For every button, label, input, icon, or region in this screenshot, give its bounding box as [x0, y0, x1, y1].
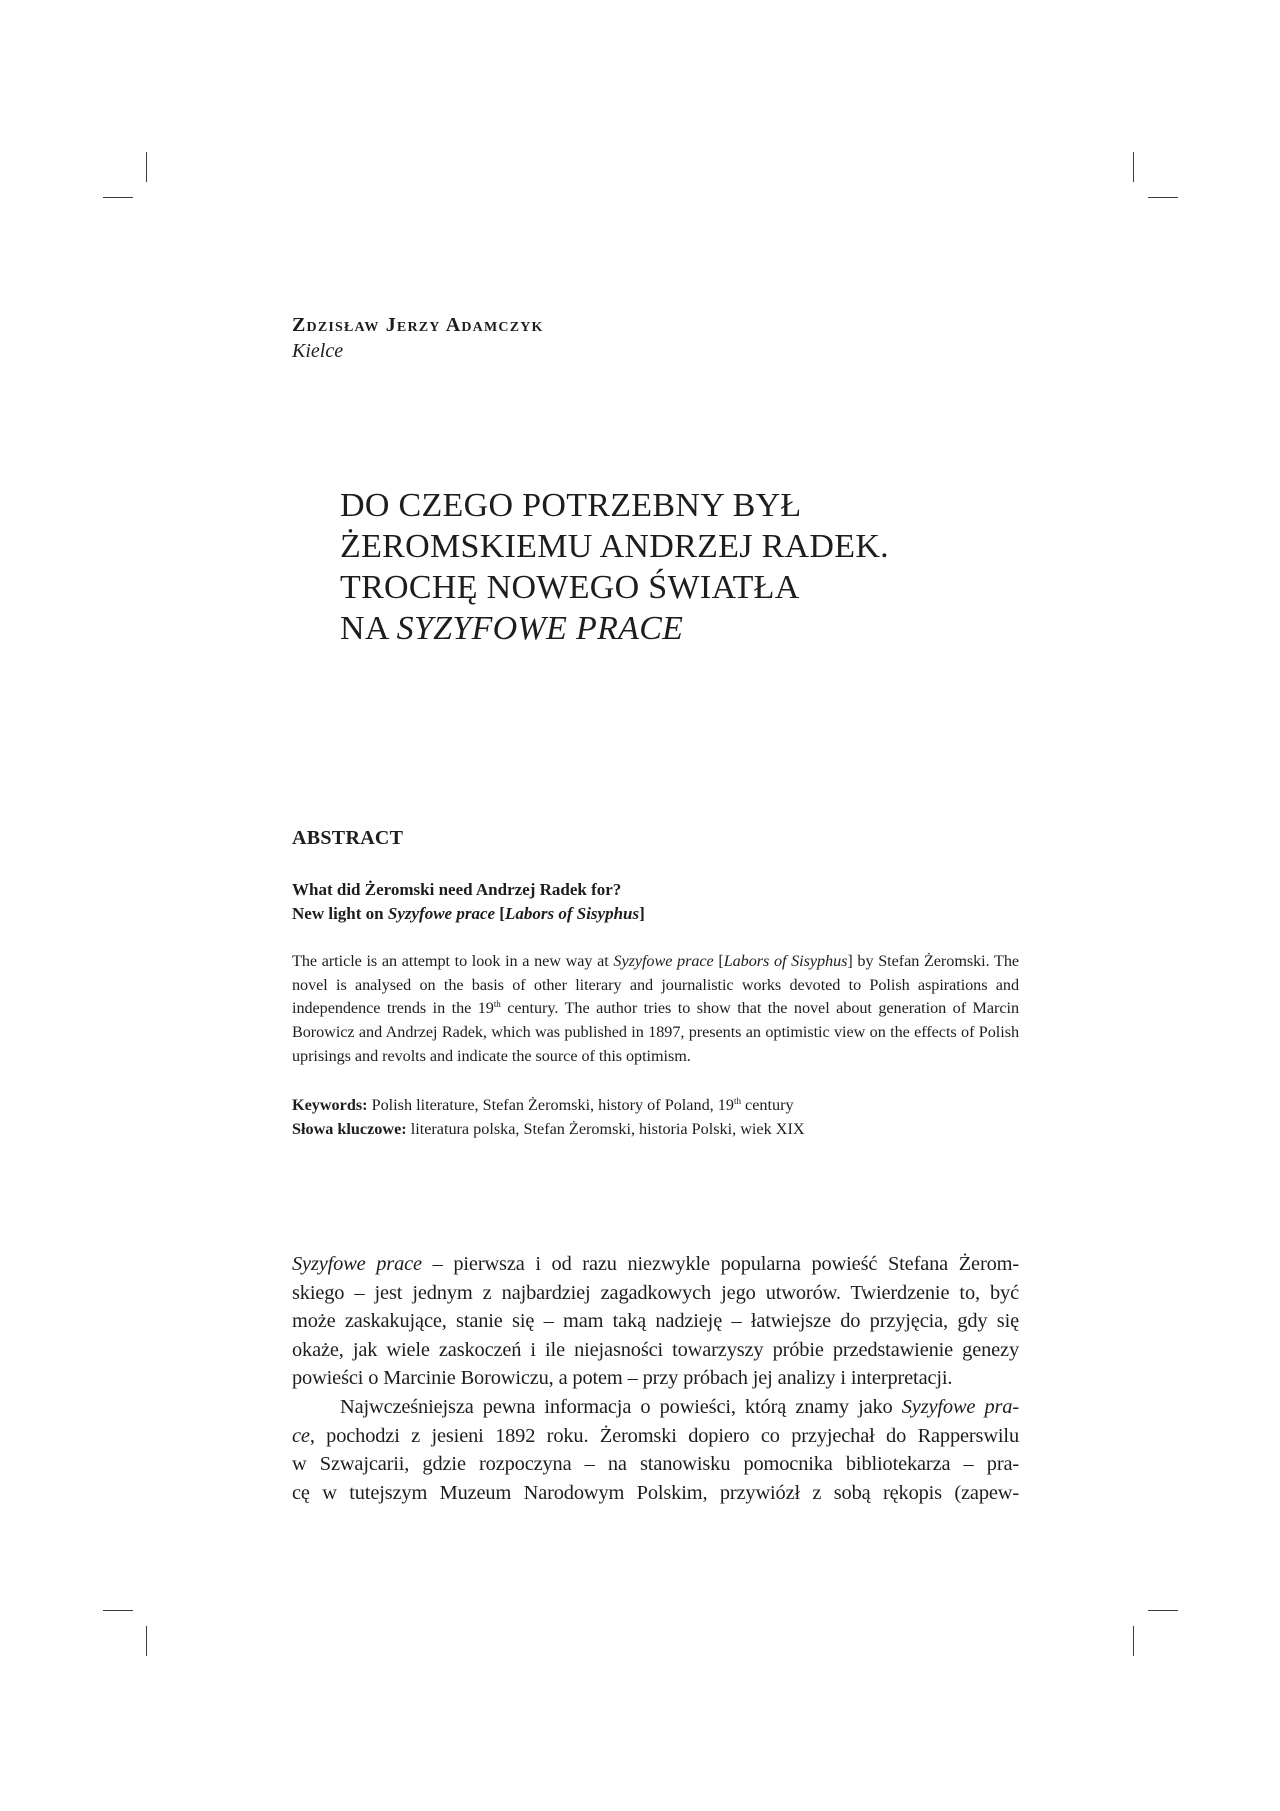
slowa-kluczowe-label: Słowa kluczowe: [292, 1119, 407, 1138]
body-p1-line-1-italic: Syzyfowe prace [292, 1253, 422, 1275]
body-p1-line-1-text: – pierwsza i od razu niezwykle popularna powieść Stefana Żerom- [421, 1253, 1019, 1275]
keywords-text: Polish literature, Stefan Żeromski, history of Poland, 19 [371, 1095, 734, 1114]
body-paragraph-2 [292, 1393, 1019, 1507]
keywords-row [292, 1093, 1019, 1117]
crop-mark-bottom-left-vertical [146, 1626, 147, 1656]
body-p2-line-2-text: , pochodzi z jesieni 1892 roku. Żeromski dopiero co przyjechał do Rapperswilu [309, 1424, 1019, 1447]
crop-mark-bottom-right-horizontal [1148, 1610, 1178, 1611]
slowa-kluczowe-text: literatura polska, Stefan Żeromski, historia Polski, wiek XIX [410, 1119, 805, 1138]
keywords-tail: century [740, 1095, 794, 1114]
body-p2-line-2 [292, 1422, 1019, 1451]
abstract-heading: ABSTRACT [292, 827, 404, 849]
abstract-text-part-1: The article is an attempt to look in a new way at [292, 952, 609, 970]
english-title-italic-2: Labors of Sisyphus [504, 904, 640, 923]
keywords-label: Keywords: [292, 1095, 368, 1114]
crop-mark-top-right-horizontal [1148, 197, 1178, 198]
title-line-4-prefix: NA [340, 610, 388, 647]
keywords-superscript: th [733, 1095, 741, 1106]
author-city: Kielce [292, 340, 344, 362]
crop-mark-bottom-right-vertical [1133, 1626, 1134, 1656]
english-title-line-2-prefix: New light on [292, 904, 384, 923]
crop-mark-bottom-left-horizontal [103, 1610, 133, 1611]
body-paragraph-1 [292, 1250, 1019, 1393]
english-title [292, 878, 1019, 926]
abstract-text-part-4: century. The author tries to show that the novel about generation of Marcin Borowicz and Andrzej Radek, which was published in 1897, presents an optimistic view on the effects of Polish uprisings and revolts and indicate the source of this optimism. [292, 999, 1019, 1065]
english-title-bracket-close: ] [639, 904, 645, 923]
abstract-text [292, 950, 1019, 1069]
crop-mark-top-left-horizontal [103, 197, 133, 198]
keywords-block [292, 1093, 1019, 1141]
abstract-text-italic-1: Syzyfowe prace [613, 952, 714, 970]
body-p2-line-2-italic: ce [292, 1424, 310, 1447]
body-p2-line-1-italic: Syzyfowe pra- [901, 1395, 1019, 1418]
abstract-text-italic-2: Labors of Sisyphus [723, 952, 848, 970]
body-p1-line-1 [292, 1250, 1019, 1279]
title-line-2: ŻEROMSKIEMU ANDRZEJ RADEK. [340, 528, 889, 565]
body-p1-line-2: skiego – jest jednym z najbardziej zagadkowych jego utworów. Twierdzenie to, być [292, 1281, 1019, 1304]
title-line-3: TROCHĘ NOWEGO ŚWIATŁA [340, 569, 800, 606]
english-title-italic-1: Syzyfowe prace [387, 904, 496, 923]
abstract-text-superscript: th [493, 999, 501, 1010]
body-p1-line-5: powieści o Marcinie Borowiczu, a potem – przy próbach jej analizy i interpretacji. [292, 1367, 953, 1390]
abstract-text-part-2: [ [718, 952, 724, 970]
crop-mark-top-right-vertical [1133, 152, 1134, 182]
body-p2-line-3: w Szwajcarii, gdzie rozpoczyna – na stanowisku pomocnika bibliotekarza – pra- [292, 1453, 1019, 1476]
title-line-4-italic: SYZYFOWE PRACE [396, 610, 684, 647]
abstract-text-part-3: ] by Stefan Żeromski. The novel is analysed on the basis of other literary and journalistic works devoted to Polish aspirations and independence trends in the 19 [292, 952, 1020, 1018]
body-p2-line-1 [292, 1393, 1019, 1422]
author-name: Zdzisław Jerzy Adamczyk [292, 314, 544, 336]
body-text [292, 1250, 1019, 1507]
abstract-section [292, 827, 1019, 1141]
body-p1-line-4: okaże, jak wiele zaskoczeń i ile niejasności towarzyszy próbie przedstawienie genezy [292, 1338, 1019, 1361]
body-p1-line-3: może zaskakujące, stanie się – mam taką nadzieję – łatwiejsze do przyjęcia, gdy się [292, 1310, 1019, 1333]
slowa-kluczowe-row [292, 1117, 1019, 1141]
article-title [340, 485, 1040, 649]
title-line-4 [340, 608, 1040, 649]
english-title-line-1: What did Żeromski need Andrzej Radek for? [292, 880, 622, 899]
crop-mark-top-left-vertical [146, 152, 147, 182]
body-p2-line-4: cę w tutejszym Muzeum Narodowym Polskim, przywiózł z sobą rękopis (zapew- [292, 1481, 1019, 1504]
english-title-bracket-open: [ [499, 904, 505, 923]
author-block [292, 312, 544, 364]
body-p2-line-1-text: Najwcześniejsza pewna informacja o powieści, którą znamy jako [340, 1395, 902, 1418]
title-line-1: DO CZEGO POTRZEBNY BYŁ [340, 487, 802, 524]
